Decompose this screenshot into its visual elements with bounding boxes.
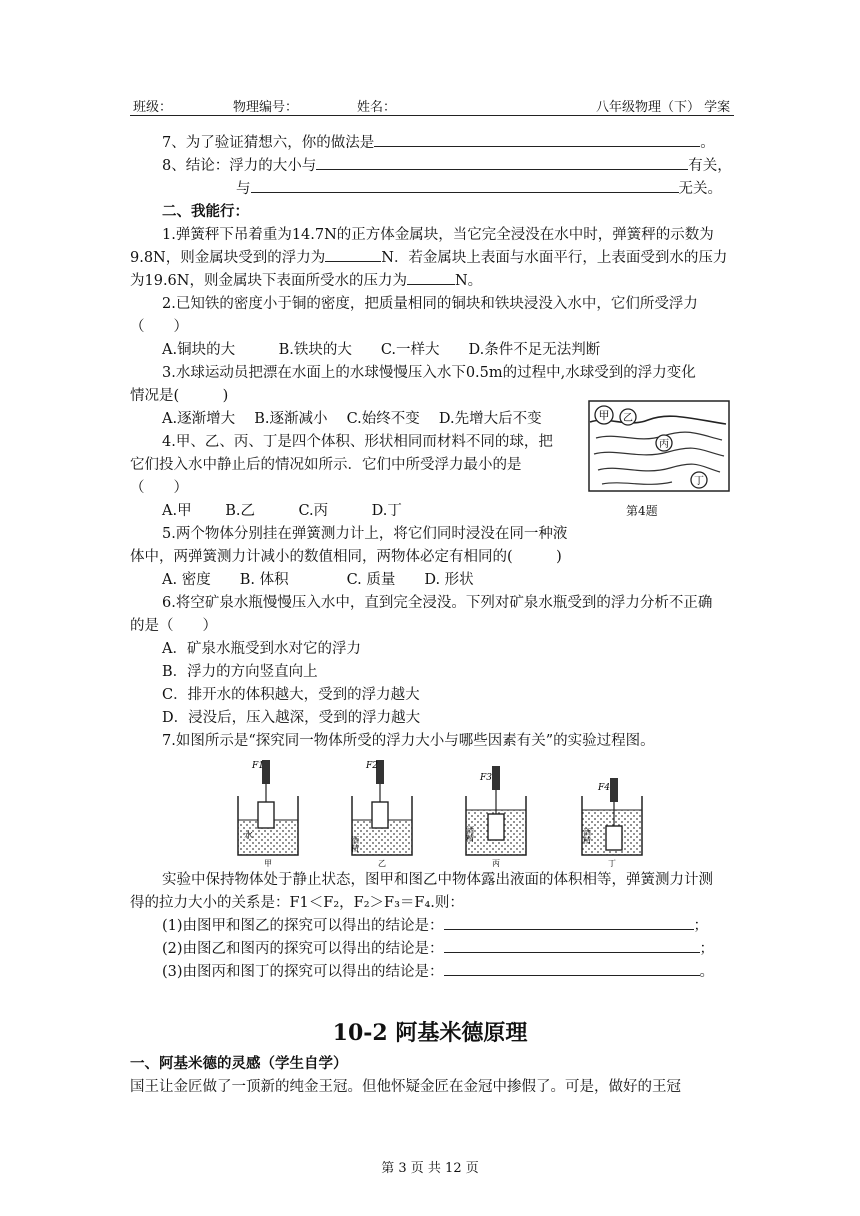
ball-yi-label: 乙: [623, 413, 633, 424]
spring-scale: [492, 766, 500, 790]
beaker-caption: 甲: [264, 859, 272, 868]
liquid-label: 水: [244, 831, 254, 841]
section-title: 10-2 阿基米德原理: [332, 1020, 528, 1046]
q7-text-2: 实验中保持物体处于静止状态，图甲和图乙中物体露出液面的体积相等，弹簧测力计测: [162, 872, 713, 888]
beaker-jia: [238, 760, 298, 868]
q7-sub2: (2)由图乙和图丙的探究可以得出的结论是： ；: [162, 938, 732, 960]
ball-ding-label: 丁: [694, 476, 704, 487]
object-block: [488, 814, 504, 840]
physics-number-label: 物理编号：: [233, 100, 299, 115]
class-label: 班级：: [133, 100, 173, 115]
q6-option-b: B．浮力的方向竖直向上: [162, 664, 318, 680]
q4-ball-figure: [588, 400, 730, 492]
object-block: [606, 826, 622, 850]
q1-text-2: 9.8N，则金属块受到的浮力为 N．若金属块上表面与水面平行，上表面受到水的压力: [130, 247, 734, 269]
q2-text: 2.已知铁的密度小于铜的密度，把质量相同的铜块和铁块浸没入水中，它们所受浮力: [162, 296, 698, 312]
q8-conclusion-line: 8、结论：浮力的大小与 有关，: [162, 155, 742, 177]
q4-bracket: （ ）: [130, 480, 188, 496]
header-rule: [130, 115, 734, 116]
q6-text: 6.将空矿泉水瓶慢慢压入水中，直到完全浸没。下列对矿泉水瓶受到的浮力分析不正确: [162, 595, 713, 611]
q3-text: 3.水球运动员把漂在水面上的水球慢慢压入水下0.5m的过程中,水球受到的浮力变化: [162, 365, 696, 381]
q5-options: A. 密度 B. 体积 C. 质量 D. 形状: [162, 572, 474, 588]
q2-options: A.铜块的大 B.铁块的大 C.一样大 D.条件不足无法判断: [162, 342, 601, 358]
beaker-caption: 丁: [608, 859, 616, 868]
sub-heading: 一、阿基米德的灵感（学生自学）: [130, 1056, 348, 1072]
object-block: [372, 802, 388, 828]
beaker-caption: 乙: [378, 859, 386, 868]
q5-text: 5.两个物体分别挂在弹簧测力计上，将它们同时浸没在同一种液: [162, 526, 568, 542]
answer-blank[interactable]: [325, 247, 381, 262]
q3-text-2: 情况是( ): [130, 388, 229, 404]
q5-text-2: 体中，两弹簧测力计减小的数值相同，两物体必定有相同的( ): [130, 549, 562, 565]
ball-bing-label: 丙: [659, 439, 669, 450]
beaker-ding: [582, 778, 642, 868]
ball-jia-label: 甲: [598, 409, 610, 422]
page-number: 第 3 页 共 12 页: [381, 1161, 479, 1176]
q3-options: A.逐渐增大 B.逐渐减小 C.始终不变 D.先增大后不变: [162, 411, 542, 427]
force-label: F3: [480, 773, 492, 783]
q6-option-c: C．排开水的体积越大，受到的浮力越大: [162, 687, 420, 703]
q1-text-3: 为19.6N，则金属块下表面所受水的压力为 N。: [130, 270, 734, 292]
q7-verify-line: 7、为了验证猜想六，你的做法是 。: [162, 132, 742, 154]
force-label: F4: [598, 783, 610, 793]
section-heading: 二、我能行：: [162, 204, 249, 220]
liquid-label: 酒精: [582, 828, 592, 844]
q6-option-d: D．浸没后，压入越深，受到的浮力越大: [162, 710, 421, 726]
q4-options: A.甲 B.乙 C.丙 D.丁: [162, 503, 402, 519]
answer-blank[interactable]: [316, 155, 688, 170]
q7-sub1: (1)由图甲和图乙的探究可以得出的结论是： ；: [162, 915, 732, 937]
q6-option-a: A．矿泉水瓶受到水对它的浮力: [162, 641, 361, 657]
course-label: 八年级物理（下） 学案: [596, 100, 731, 115]
beaker-bing: [466, 766, 527, 868]
q8-conclusion-line-2: 与 无关。: [236, 178, 736, 200]
name-label: 姓名：: [357, 100, 397, 115]
answer-blank[interactable]: [444, 915, 694, 930]
force-label: F2: [366, 761, 378, 771]
force-label: F1: [252, 761, 264, 771]
figure-caption: 第4题: [626, 504, 658, 518]
answer-blank[interactable]: [444, 961, 700, 976]
beaker-yi: [351, 760, 413, 868]
q7-sub3: (3)由图丙和图丁的探究可以得出的结论是： 。: [162, 961, 732, 983]
q7-text-3: 得的拉力大小的关系是：F1＜F₂，F₂＞F₃＝F₄.则：: [130, 895, 464, 911]
answer-blank[interactable]: [374, 132, 700, 147]
q4-text: 4.甲、乙、丙、丁是四个体积、形状相同而材料不同的球，把: [162, 434, 553, 450]
q1-text: 1.弹簧秤下吊着重为14.7N的正方体金属块，当它完全浸没在水中时，弹簧秤的示数为: [162, 227, 714, 243]
q6-text-2: 的是（ ）: [130, 618, 217, 634]
q4-text-2: 它们投入水中静止后的情况如所示．它们中所受浮力最小的是: [130, 457, 522, 473]
answer-blank[interactable]: [444, 938, 700, 953]
q7-experiment-figure: [230, 760, 660, 868]
paragraph-text: 国王让金匠做了一顶新的纯金王冠。但他怀疑金匠在金冠中掺假了。可是，做好的王冠: [130, 1079, 681, 1095]
liquid-label: 酒精: [350, 836, 360, 852]
spring-scale: [610, 778, 618, 802]
q7-text: 7.如图所示是“探究同一物体所受的浮力大小与哪些因素有关”的实验过程图。: [162, 733, 655, 749]
object-block: [258, 802, 274, 828]
q2-bracket: （ ）: [130, 319, 188, 335]
answer-blank[interactable]: [407, 270, 455, 285]
liquid-label: 酒精: [465, 826, 475, 842]
beaker-caption: 丙: [492, 859, 500, 868]
answer-blank[interactable]: [251, 178, 679, 193]
